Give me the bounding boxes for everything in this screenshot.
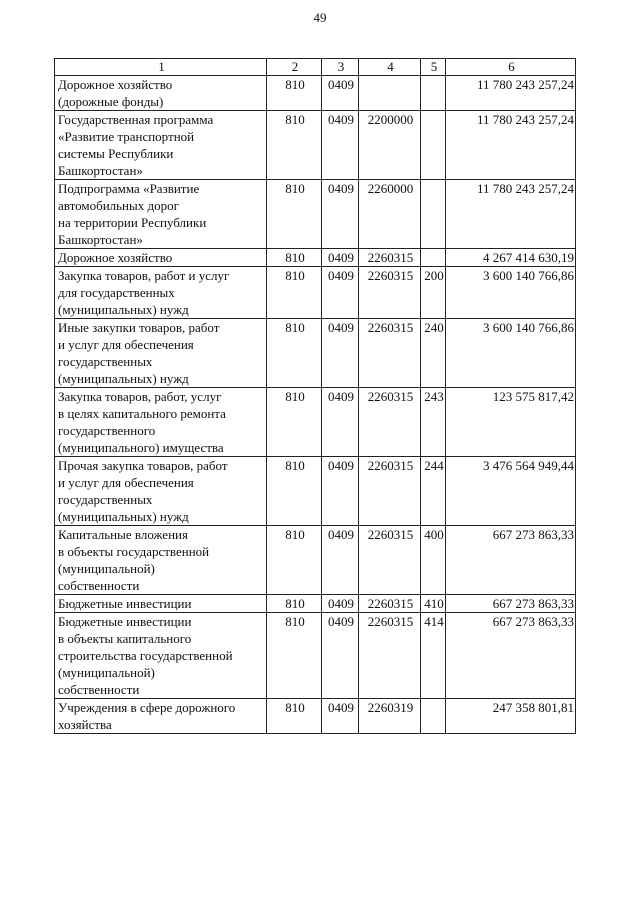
row-expense-type-cell: 414 [421,613,446,699]
row-section-cell: 0409 [322,111,359,180]
row-target-article-cell: 2260315 [359,267,421,319]
row-expense-type-cell [421,699,446,734]
row-target-article-cell: 2200000 [359,111,421,180]
table-row [55,180,576,249]
table-row [55,249,576,267]
row-section-cell: 0409 [322,319,359,388]
row-target-article-cell [359,76,421,111]
table-row [55,111,576,180]
table-row [55,267,576,319]
row-name-cell: Прочая закупка товаров, работ и услуг для обеспечения государственных (муниципальных) нужд [55,457,267,526]
row-name-cell: Капитальные вложения в объекты государственной (муниципальной) собственности [55,526,267,595]
row-section-cell: 0409 [322,388,359,457]
row-name-cell: Закупка товаров, работ, услуг в целях капитального ремонта государственного (муниципального) имущества [55,388,267,457]
row-amount-cell: 11 780 243 257,24 [446,76,576,111]
column-header-6: 6 [446,59,576,76]
column-header-2: 2 [267,59,322,76]
row-target-article-cell: 2260315 [359,249,421,267]
row-gr-code-cell: 810 [267,76,322,111]
row-section-cell: 0409 [322,526,359,595]
row-expense-type-cell: 410 [421,595,446,613]
row-amount-cell: 667 273 863,33 [446,613,576,699]
row-expense-type-cell [421,249,446,267]
column-header-5: 5 [421,59,446,76]
table-row [55,595,576,613]
table-row [55,388,576,457]
table-header-row [55,59,576,76]
table-row [55,457,576,526]
row-section-cell: 0409 [322,76,359,111]
row-expense-type-cell: 400 [421,526,446,595]
row-name-cell: Учреждения в сфере дорожного хозяйства [55,699,267,734]
row-gr-code-cell: 810 [267,111,322,180]
row-expense-type-cell: 200 [421,267,446,319]
budget-table [54,58,576,734]
row-amount-cell: 4 267 414 630,19 [446,249,576,267]
row-expense-type-cell [421,76,446,111]
row-gr-code-cell: 810 [267,319,322,388]
row-target-article-cell: 2260315 [359,388,421,457]
row-section-cell: 0409 [322,595,359,613]
table-row [55,613,576,699]
row-section-cell: 0409 [322,180,359,249]
row-name-cell: Бюджетные инвестиции в объекты капитального строительства государственной (муниципальной) собственности [55,613,267,699]
table-body [55,76,576,734]
row-name-cell: Государственная программа «Развитие транспортной системы Республики Башкортостан» [55,111,267,180]
row-gr-code-cell: 810 [267,613,322,699]
row-target-article-cell: 2260000 [359,180,421,249]
row-gr-code-cell: 810 [267,388,322,457]
row-target-article-cell: 2260319 [359,699,421,734]
column-header-1: 1 [55,59,267,76]
row-gr-code-cell: 810 [267,526,322,595]
row-target-article-cell: 2260315 [359,457,421,526]
row-section-cell: 0409 [322,613,359,699]
column-header-4: 4 [359,59,421,76]
row-name-cell: Подпрограмма «Развитие автомобильных дорог на территории Республики Башкортостан» [55,180,267,249]
column-header-3: 3 [322,59,359,76]
row-amount-cell: 3 600 140 766,86 [446,267,576,319]
row-gr-code-cell: 810 [267,267,322,319]
page-number: 49 [313,10,327,25]
row-amount-cell: 667 273 863,33 [446,595,576,613]
row-amount-cell: 11 780 243 257,24 [446,180,576,249]
row-section-cell: 0409 [322,267,359,319]
row-expense-type-cell: 244 [421,457,446,526]
row-gr-code-cell: 810 [267,180,322,249]
row-section-cell: 0409 [322,699,359,734]
table-row [55,699,576,734]
row-name-cell: Дорожное хозяйство [55,249,267,267]
row-name-cell: Иные закупки товаров, работ и услуг для обеспечения государственных (муниципальных) нужд [55,319,267,388]
row-amount-cell: 11 780 243 257,24 [446,111,576,180]
table-row [55,76,576,111]
table-row [55,526,576,595]
row-gr-code-cell: 810 [267,457,322,526]
row-expense-type-cell: 240 [421,319,446,388]
row-target-article-cell: 2260315 [359,319,421,388]
row-target-article-cell: 2260315 [359,613,421,699]
row-amount-cell: 667 273 863,33 [446,526,576,595]
table-row [55,319,576,388]
row-amount-cell: 247 358 801,81 [446,699,576,734]
row-amount-cell: 123 575 817,42 [446,388,576,457]
row-gr-code-cell: 810 [267,699,322,734]
row-expense-type-cell [421,111,446,180]
row-target-article-cell: 2260315 [359,595,421,613]
row-name-cell: Закупка товаров, работ и услуг для государственных (муниципальных) нужд [55,267,267,319]
row-name-cell: Бюджетные инвестиции [55,595,267,613]
row-name-cell: Дорожное хозяйство (дорожные фонды) [55,76,267,111]
row-expense-type-cell: 243 [421,388,446,457]
row-section-cell: 0409 [322,249,359,267]
row-amount-cell: 3 600 140 766,86 [446,319,576,388]
row-gr-code-cell: 810 [267,249,322,267]
row-target-article-cell: 2260315 [359,526,421,595]
row-expense-type-cell [421,180,446,249]
row-section-cell: 0409 [322,457,359,526]
row-gr-code-cell: 810 [267,595,322,613]
row-amount-cell: 3 476 564 949,44 [446,457,576,526]
